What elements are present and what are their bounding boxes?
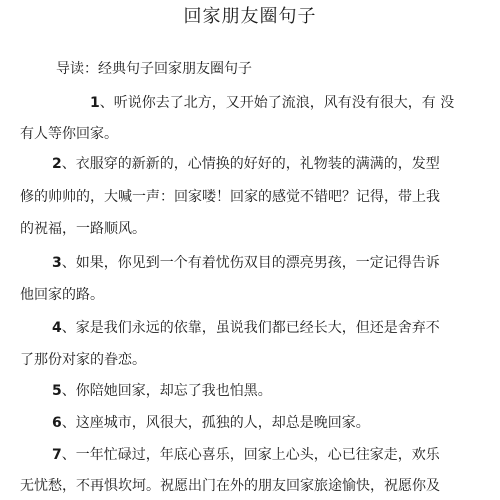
item-5-line-1 xyxy=(52,380,272,402)
item-2-line-2: 修的帅帅的，大喊一声：回家喽！回家的感觉不错吧？记得，带上我 xyxy=(20,189,440,205)
item-number: 6 xyxy=(52,415,62,431)
item-1-line-2: 有人等你回家。 xyxy=(20,126,118,142)
item-text: 、一年忙碌过，年底心喜乐，回家上心头，心已往家走，欢乐 xyxy=(61,447,440,463)
item-number: 7 xyxy=(52,447,62,463)
item-3-line-1 xyxy=(52,252,440,274)
item-text: 、衣服穿的新新的，心情换的好好的，礼物装的满满的，发型 xyxy=(61,156,440,172)
item-3-line-2: 他回家的路。 xyxy=(20,287,104,303)
item-1-line-1 xyxy=(90,92,454,114)
item-7-line-1 xyxy=(52,444,440,466)
item-text: 、听说你去了北方，又开始了流浪，风有没有很大，有 没 xyxy=(99,95,455,111)
item-text: 、如果，你见到一个有着忧伤双目的漂亮男孩，一定记得告诉 xyxy=(61,255,440,271)
item-4-line-1 xyxy=(52,317,440,339)
item-6-line-1 xyxy=(52,412,370,434)
item-2-line-1 xyxy=(52,153,440,175)
item-number: 4 xyxy=(52,320,62,336)
item-text: 、这座城市，风很大，孤独的人，却总是晚回家。 xyxy=(61,415,370,431)
item-text: 、你陪她回家，却忘了我也怕黑。 xyxy=(61,383,272,399)
document-title: 回家朋友圈句子 xyxy=(183,6,317,27)
item-number: 1 xyxy=(90,95,100,111)
item-7-line-2: 无忧愁，不再惧坎坷。祝愿出门在外的朋友回家旅途愉快，祝愿你及 xyxy=(20,478,440,494)
item-number: 5 xyxy=(52,383,62,399)
item-number: 3 xyxy=(52,255,62,271)
item-number: 2 xyxy=(52,156,62,172)
item-4-line-2: 了那份对家的眷恋。 xyxy=(20,352,146,368)
item-text: 、家是我们永远的依靠，虽说我们都已经长大，但还是舍弃不 xyxy=(61,320,440,336)
document-intro: 导读：经典句子回家朋友圈句子 xyxy=(56,61,252,77)
item-2-line-3: 的祝福，一路顺风。 xyxy=(20,221,146,237)
